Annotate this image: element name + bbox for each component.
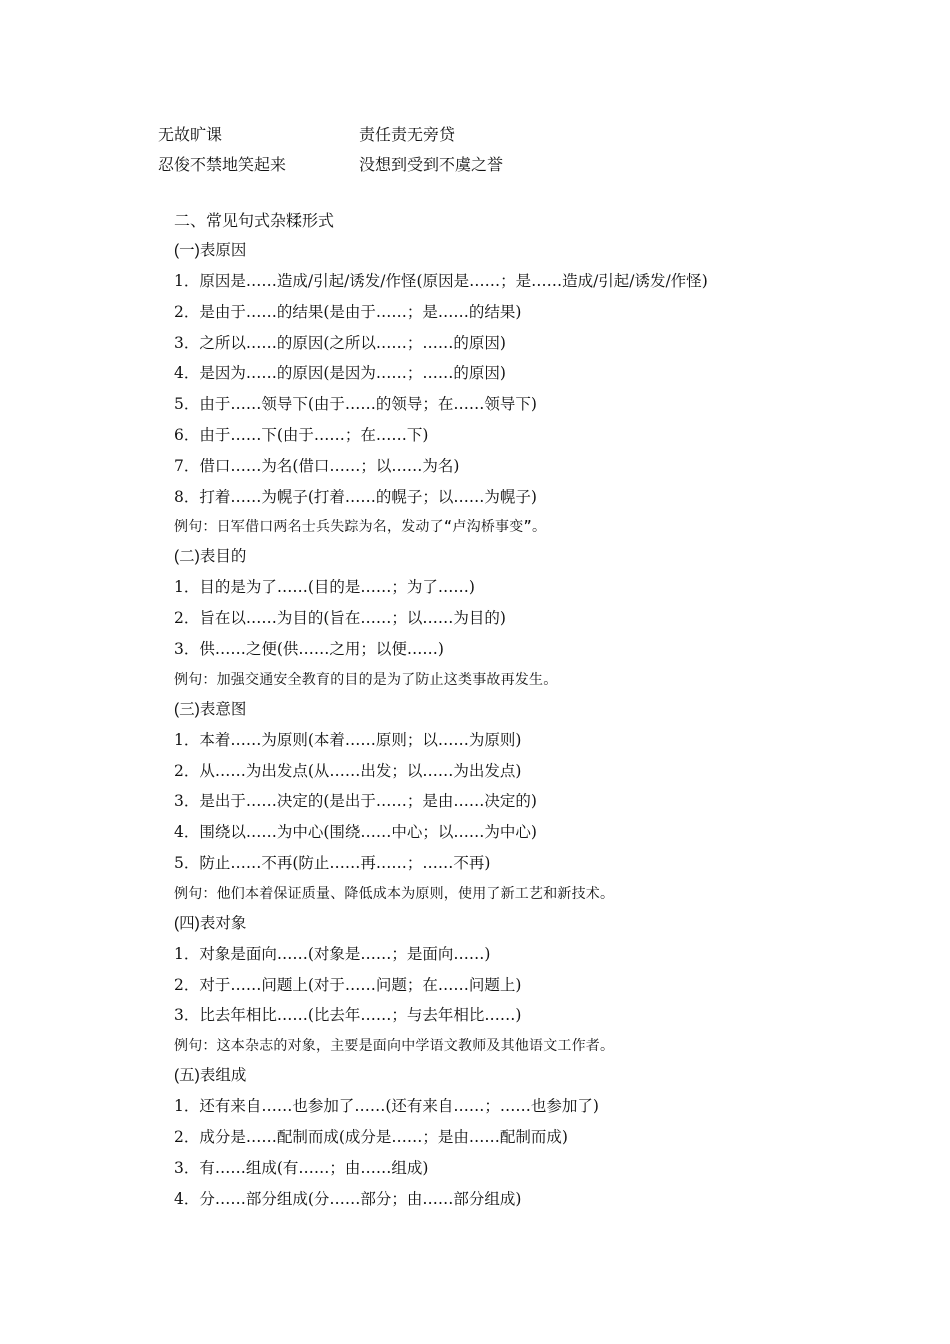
example-sentence: 例句：这本杂志的对象，主要是面向中学语文教师及其他语文工作者。 xyxy=(174,1038,615,1055)
group-heading: (五)表组成 xyxy=(174,1067,247,1085)
pattern-item: 1．目的是为了……(目的是……；为了……) xyxy=(174,578,475,597)
pattern-item: 8．打着……为幌子(打着……的幌子；以……为幌子) xyxy=(174,487,537,506)
group-purpose xyxy=(174,542,894,694)
group-composition xyxy=(174,1061,894,1214)
pattern-item: 1．本着……为原则(本着……原则；以……为原则) xyxy=(174,730,522,749)
word-pair-left: 无故旷课 xyxy=(158,125,223,144)
pattern-item: 2．旨在以……为目的(旨在……；以……为目的) xyxy=(174,609,506,628)
word-pair-right: 责任责无旁贷 xyxy=(359,125,456,144)
group-heading: (四)表对象 xyxy=(174,914,247,932)
pattern-item: 3．是出于……决定的(是出于……；是由……决定的) xyxy=(174,792,537,811)
pattern-item: 4．围绕以……为中心(围绕……中心；以……为中心) xyxy=(174,823,537,842)
pattern-item: 1．还有来自……也参加了……(还有来自……；……也参加了) xyxy=(174,1097,599,1116)
pattern-item: 5．防止……不再(防止……再……；……不再) xyxy=(174,853,491,872)
sentence-pattern-section xyxy=(174,206,894,1214)
example-sentence: 例句：日军借口两名士兵失踪为名，发动了“卢沟桥事变”。 xyxy=(174,519,547,536)
pattern-item: 2．成分是……配制而成(成分是……；是由……配制而成) xyxy=(174,1127,568,1146)
example-sentence: 例句：他们本着保证质量、降低成本为原则，使用了新工艺和新技术。 xyxy=(174,885,615,902)
pattern-item: 7．借口……为名(借口……；以……为名) xyxy=(174,456,460,475)
pattern-item: 4．是因为……的原因(是因为……；……的原因) xyxy=(174,364,506,383)
word-pair-list xyxy=(158,122,858,182)
pattern-item: 2．是由于……的结果(是由于……；是……的结果) xyxy=(174,302,522,321)
pattern-item: 2．从……为出发点(从……出发；以……为出发点) xyxy=(174,761,522,780)
group-heading: (二)表目的 xyxy=(174,548,247,566)
word-pair-row xyxy=(158,122,858,152)
word-pair-right: 没想到受到不虞之誉 xyxy=(359,155,504,174)
pattern-item: 2．对于……问题上(对于……问题；在……问题上) xyxy=(174,975,522,994)
pattern-item: 1．对象是面向……(对象是……；是面向……) xyxy=(174,944,491,963)
word-pair-row xyxy=(158,152,858,182)
pattern-item: 3．比去年相比……(比去年……；与去年相比……) xyxy=(174,1006,522,1025)
pattern-item: 6．由于……下(由于……；在……下) xyxy=(174,425,429,444)
pattern-item: 3．供……之便(供……之用；以便……) xyxy=(174,639,444,658)
group-heading: (三)表意图 xyxy=(174,700,247,718)
pattern-item: 4．分……部分组成(分……部分；由……部分组成) xyxy=(174,1189,522,1208)
pattern-item: 5．由于……领导下(由于……的领导；在……领导下) xyxy=(174,395,537,414)
pattern-item: 3．有……组成(有……；由……组成) xyxy=(174,1158,429,1177)
group-heading: (一)表原因 xyxy=(174,242,247,259)
section-title: 二、常见句式杂糅形式 xyxy=(174,211,335,230)
group-object xyxy=(174,909,894,1061)
word-pair-left: 忍俊不禁地笑起来 xyxy=(158,155,287,174)
example-sentence: 例句：加强交通安全教育的目的是为了防止这类事故再发生。 xyxy=(174,671,558,688)
pattern-item: 1．原因是……造成/引起/诱发/作怪(原因是……；是……造成/引起/诱发/作怪) xyxy=(174,272,708,290)
group-intention xyxy=(174,695,894,909)
pattern-item: 3．之所以……的原因(之所以……；……的原因) xyxy=(174,333,506,352)
group-cause xyxy=(174,236,894,542)
